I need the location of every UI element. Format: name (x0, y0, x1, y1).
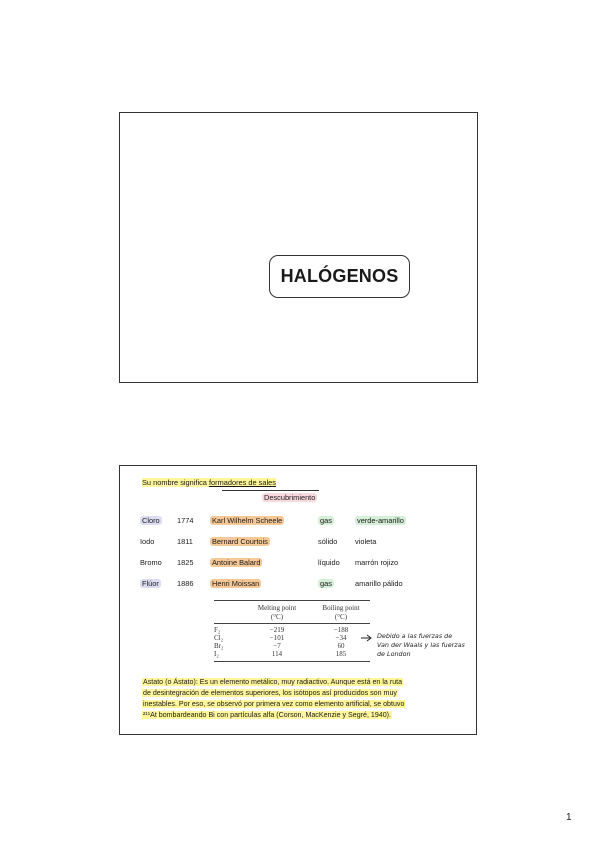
slide-title: HALÓGENOS (269, 255, 410, 298)
element-name: Bromo (140, 558, 162, 567)
slide-heading (142, 478, 276, 487)
boiling-header-line2: (°C) (334, 613, 348, 621)
title-slide (119, 112, 478, 383)
melting-header-line1: Melting point (257, 604, 297, 612)
paragraph-line: de desintegración de elementos superiores, los isótopos así producidos son muy (143, 689, 397, 697)
table-row-boiling: −34 (335, 634, 347, 642)
heading-prefix: Su nombre significa (142, 478, 209, 487)
table-row-label: Cl₂ (214, 634, 224, 642)
table-row-label: I₂ (214, 650, 219, 658)
element-name: Cloro (142, 516, 160, 525)
page-number: 1 (566, 812, 572, 823)
table-row-boiling: 60 (337, 642, 345, 650)
element-year: 1811 (177, 537, 193, 546)
element-year: 1825 (177, 558, 194, 567)
element-year: 1886 (177, 579, 194, 588)
table-row-boiling: 185 (335, 650, 347, 658)
table-top-rule (214, 600, 370, 601)
table-row-label: F₂ (214, 626, 221, 634)
paragraph-line: ²¹¹At bombardeando Bi con partículas alfa (Corson, MacKenzie y Segré, 1940). (143, 711, 392, 719)
element-discoverer: Henri Moissan (212, 579, 260, 588)
element-state: líquido (318, 558, 340, 567)
handwritten-note-line: de London (377, 650, 411, 658)
table-header-rule (214, 623, 370, 624)
table-row-melting: −7 (273, 642, 281, 650)
discovery-header: Descubrimiento (264, 493, 316, 502)
element-color: marrón rojizo (355, 558, 399, 567)
boiling-header-line1: Boiling point (322, 604, 360, 612)
element-year: 1774 (177, 516, 194, 525)
paragraph-line: inestables. Por eso, se observó por primera vez como elemento artificial, se obtuvo (143, 700, 405, 708)
element-state: gas (320, 579, 332, 588)
handwritten-note-line: Debido a las fuerzas de (377, 632, 453, 640)
element-discoverer: Karl Wilhelm Scheele (212, 516, 283, 525)
element-color: violeta (355, 537, 377, 546)
element-state: sólido (318, 537, 338, 546)
heading-double-rule (222, 490, 319, 491)
element-name: Flúor (142, 579, 159, 588)
handwritten-note (377, 632, 465, 659)
element-discoverer: Bernard Courtois (212, 537, 268, 546)
paragraph-line: Astato (o Ástato): Es un elemento metálico, muy radiactivo. Aunque está en la ruta (143, 678, 403, 686)
melting-header-line2: (°C) (270, 613, 284, 621)
element-name: Iodo (140, 537, 155, 546)
content-slide (119, 465, 477, 735)
table-row-label: Br₂ (214, 642, 224, 650)
handwritten-note-line: Van der Waals y las fuerzas (377, 641, 465, 649)
table-row-melting: −101 (269, 634, 285, 642)
table-row-boiling: −188 (333, 626, 349, 634)
table-row-melting: 114 (271, 650, 283, 658)
element-color: amarillo pálido (355, 579, 403, 588)
element-color: verde-amarillo (357, 516, 404, 525)
table-bottom-rule (214, 661, 370, 662)
table-row-melting: −219 (269, 626, 285, 634)
element-state: gas (320, 516, 332, 525)
heading-underlined: formadores de sales (208, 478, 276, 487)
arrow-icon (360, 634, 374, 642)
element-discoverer: Antoine Balard (212, 558, 261, 567)
astato-paragraph (142, 677, 454, 721)
